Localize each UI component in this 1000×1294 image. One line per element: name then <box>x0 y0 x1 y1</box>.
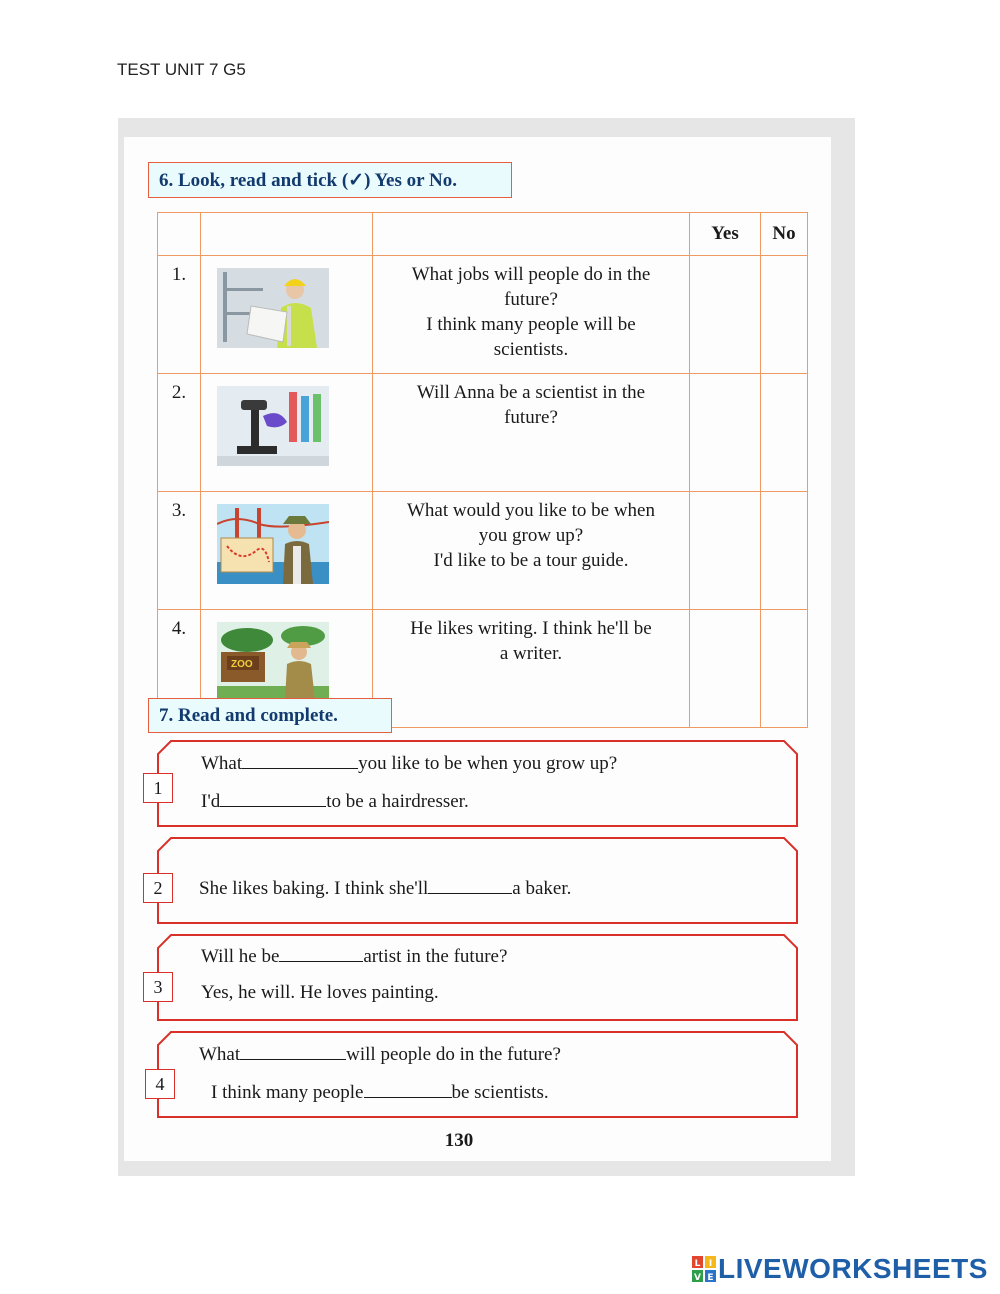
sentence-text: you like to be when you grow up? <box>358 753 618 774</box>
document-title: TEST UNIT 7 G5 <box>117 60 246 79</box>
sentence-line <box>199 1041 561 1066</box>
no-tick-cell[interactable] <box>761 256 808 374</box>
sentence-text: I'd <box>201 791 221 812</box>
row-number: 2. <box>158 374 201 492</box>
question-cell <box>373 610 690 728</box>
logo-letter: I <box>708 1259 713 1269</box>
table-header-row <box>158 213 808 256</box>
header-yes: Yes <box>690 213 761 256</box>
question-line: Will Anna be a scientist in the <box>416 382 646 403</box>
sentence-text: be scientists. <box>451 1082 549 1103</box>
zoo-keeper-picture <box>217 622 329 702</box>
no-tick-cell[interactable] <box>761 492 808 610</box>
logo-letter: L <box>694 1259 701 1269</box>
liveworksheets-logo-icon <box>692 1254 718 1284</box>
sentence-line <box>199 875 571 900</box>
section-6-title: 6. Look, read and tick (✓) Yes or No. <box>148 162 512 198</box>
blank-input[interactable] <box>242 750 358 769</box>
blank-input[interactable] <box>220 788 326 807</box>
tour-guide-picture <box>217 504 329 584</box>
sentence-line <box>201 750 617 775</box>
row-number: 1. <box>158 256 201 374</box>
row-number: 3. <box>158 492 201 610</box>
picture-cell <box>201 256 373 374</box>
header-no: No <box>761 213 808 256</box>
exercise-box-3 <box>153 934 798 1021</box>
section-7-title: 7. Read and complete. <box>148 698 392 733</box>
scientist-microscope-picture <box>217 386 329 466</box>
logo-letter: V <box>694 1273 701 1283</box>
item-number-badge: 1 <box>143 773 173 803</box>
sentence-line <box>201 943 507 968</box>
sentence-text: Yes, he will. He loves painting. <box>201 982 439 1003</box>
answer-line: scientists. <box>493 339 569 360</box>
question-line: What jobs will people do in the <box>411 264 651 285</box>
sentence-line <box>201 982 439 1004</box>
header-cell-question <box>373 213 690 256</box>
sentence-text: What <box>199 1044 241 1065</box>
no-tick-cell[interactable] <box>761 374 808 492</box>
sentence-text: will people do in the future? <box>346 1044 561 1065</box>
sentence-text: to be a hairdresser. <box>326 791 469 812</box>
header-cell-picture <box>201 213 373 256</box>
sentence-text: What <box>201 753 243 774</box>
table-row <box>158 492 808 610</box>
sentence-line <box>201 788 469 813</box>
question-cell <box>373 256 690 374</box>
header-cell-number <box>158 213 201 256</box>
blank-input[interactable] <box>428 875 512 894</box>
row-number: 4. <box>158 610 201 728</box>
blank-input[interactable] <box>279 943 363 962</box>
blank-input[interactable] <box>240 1041 346 1060</box>
page-number: 130 <box>444 1130 474 1151</box>
sentence-text: artist in the future? <box>363 946 508 967</box>
question-line: future? <box>504 289 558 310</box>
item-number-badge: 4 <box>145 1069 175 1099</box>
statement-line: He likes writing. I think he'll be <box>410 618 652 639</box>
sentence-text: She likes baking. I think she'll <box>199 878 429 899</box>
tick-table <box>157 212 808 728</box>
question-line: future? <box>504 407 558 428</box>
blank-input[interactable] <box>364 1079 452 1098</box>
statement-line: a writer. <box>499 643 563 664</box>
yes-tick-cell[interactable] <box>690 256 761 374</box>
exercise-box-2 <box>153 837 798 924</box>
exercise-box-4 <box>157 1031 798 1118</box>
yes-tick-cell[interactable] <box>690 610 761 728</box>
item-number-badge: 2 <box>143 873 173 903</box>
sentence-text: a baker. <box>512 878 572 899</box>
question-line: What would you like to be when <box>406 500 655 521</box>
sentence-text: Will he be <box>201 946 280 967</box>
yes-tick-cell[interactable] <box>690 374 761 492</box>
item-number-badge: 3 <box>143 972 173 1002</box>
answer-line: I'd like to be a tour guide. <box>433 550 629 571</box>
no-tick-cell[interactable] <box>761 610 808 728</box>
question-line: you grow up? <box>478 525 584 546</box>
picture-cell <box>201 374 373 492</box>
sentence-text: I think many people <box>211 1082 364 1103</box>
picture-cell <box>201 492 373 610</box>
exercise-box-1 <box>153 740 798 827</box>
yes-tick-cell[interactable] <box>690 492 761 610</box>
liveworksheets-brand[interactable]: LIVEWORKSHEETS <box>718 1253 988 1284</box>
question-cell <box>373 374 690 492</box>
answer-line: I think many people will be <box>426 314 636 335</box>
table-row <box>158 256 808 374</box>
engineer-picture <box>217 268 329 348</box>
question-cell <box>373 492 690 610</box>
table-row <box>158 374 808 492</box>
logo-letter: E <box>707 1273 714 1283</box>
sentence-line <box>211 1079 549 1104</box>
zoo-sign-text: ZOO <box>231 659 253 670</box>
